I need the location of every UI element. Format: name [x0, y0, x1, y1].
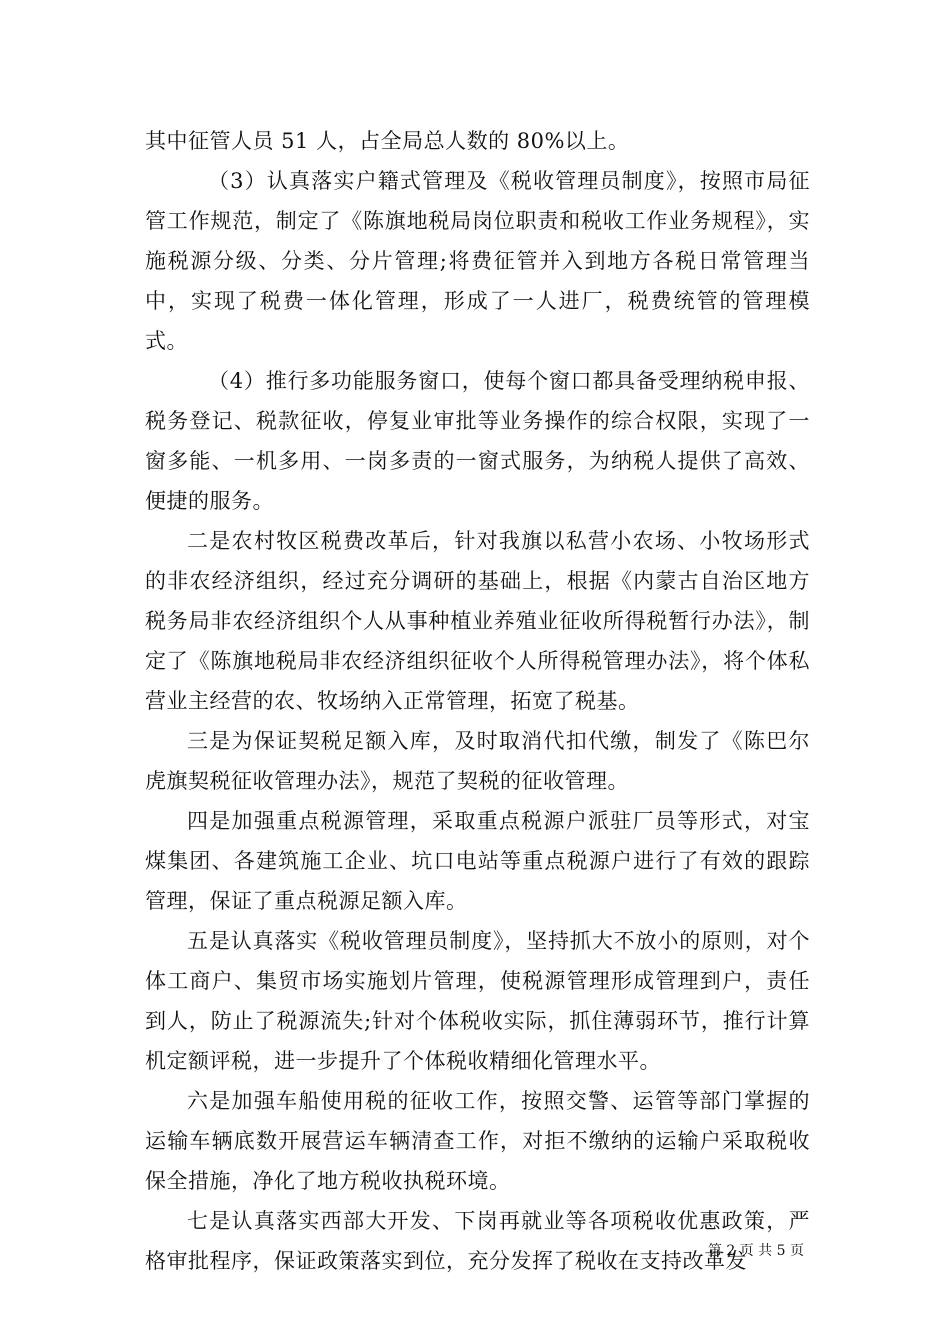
- paragraph-1: 其中征管人员 51 人，占全局总人数的 80%以上。: [145, 129, 630, 153]
- paragraph-6: 四是加强重点税源管理，采取重点税源户派驻厂员等形式，对宝煤集团、各建筑施工企业、坑口电站等重点税源户进行了有效的跟踪管理，保证了重点税源足额入库。: [145, 809, 810, 913]
- paragraph-5: 三是为保证契税足额入库，及时取消代扣代缴，制发了《陈巴尔虎旗契税征收管理办法》，规范了契税的征收管理。: [145, 729, 810, 793]
- paragraph-8: 六是加强车船使用税的征收工作，按照交警、运管等部门掌握的运输车辆底数开展营运车辆清查工作，对拒不缴纳的运输户采取税收保全措施，净化了地方税收执税环境。: [145, 1089, 810, 1193]
- paragraph-7: 五是认真落实《税收管理员制度》，坚持抓大不放小的原则，对个体工商户、集贸市场实施划片管理，使税源管理形成管理到户，责任到人，防止了税源流失;针对个体税收实际，抓住薄弱环节，推行计算机定额评税，进一步提升了个体税收精细化管理水平。: [145, 929, 810, 1073]
- paragraph-3: （4）推行多功能服务窗口，使每个窗口都具备受理纳税申报、税务登记、税款征收，停复业审批等业务操作的综合权限，实现了一窗多能、一机多用、一岗多责的一窗式服务，为纳税人提供了高效、便捷的服务。: [145, 369, 810, 513]
- paragraph-9: 七是认真落实西部大开发、下岗再就业等各项税收优惠政策，严格审批程序，保证政策落实到位，充分发挥了税收在支持改革发: [145, 1209, 810, 1273]
- paragraph-4: 二是农村牧区税费改革后，针对我旗以私营小农场、小牧场形式的非农经济组织，经过充分调研的基础上，根据《内蒙古自治区地方税务局非农经济组织个人从事种植业养殖业征收所得税暂行办法》，制定了《陈旗地税局非农经济组织征收个人所得税管理办法》，将个体私营业主经营的农、牧场纳入正常管理，拓宽了税基。: [145, 529, 810, 713]
- page-number: 第 2 页 共 5 页: [707, 1243, 804, 1259]
- paragraph-2: （3）认真落实户籍式管理及《税收管理员制度》，按照市局征管工作规范，制定了《陈旗地税局岗位职责和税收工作业务规程》，实施税源分级、分类、分片管理;将费征管并入到地方各税日常管理当中，实现了税费一体化管理，形成了一人进厂，税费统管的管理模式。: [145, 169, 810, 353]
- document-body: [145, 121, 810, 1281]
